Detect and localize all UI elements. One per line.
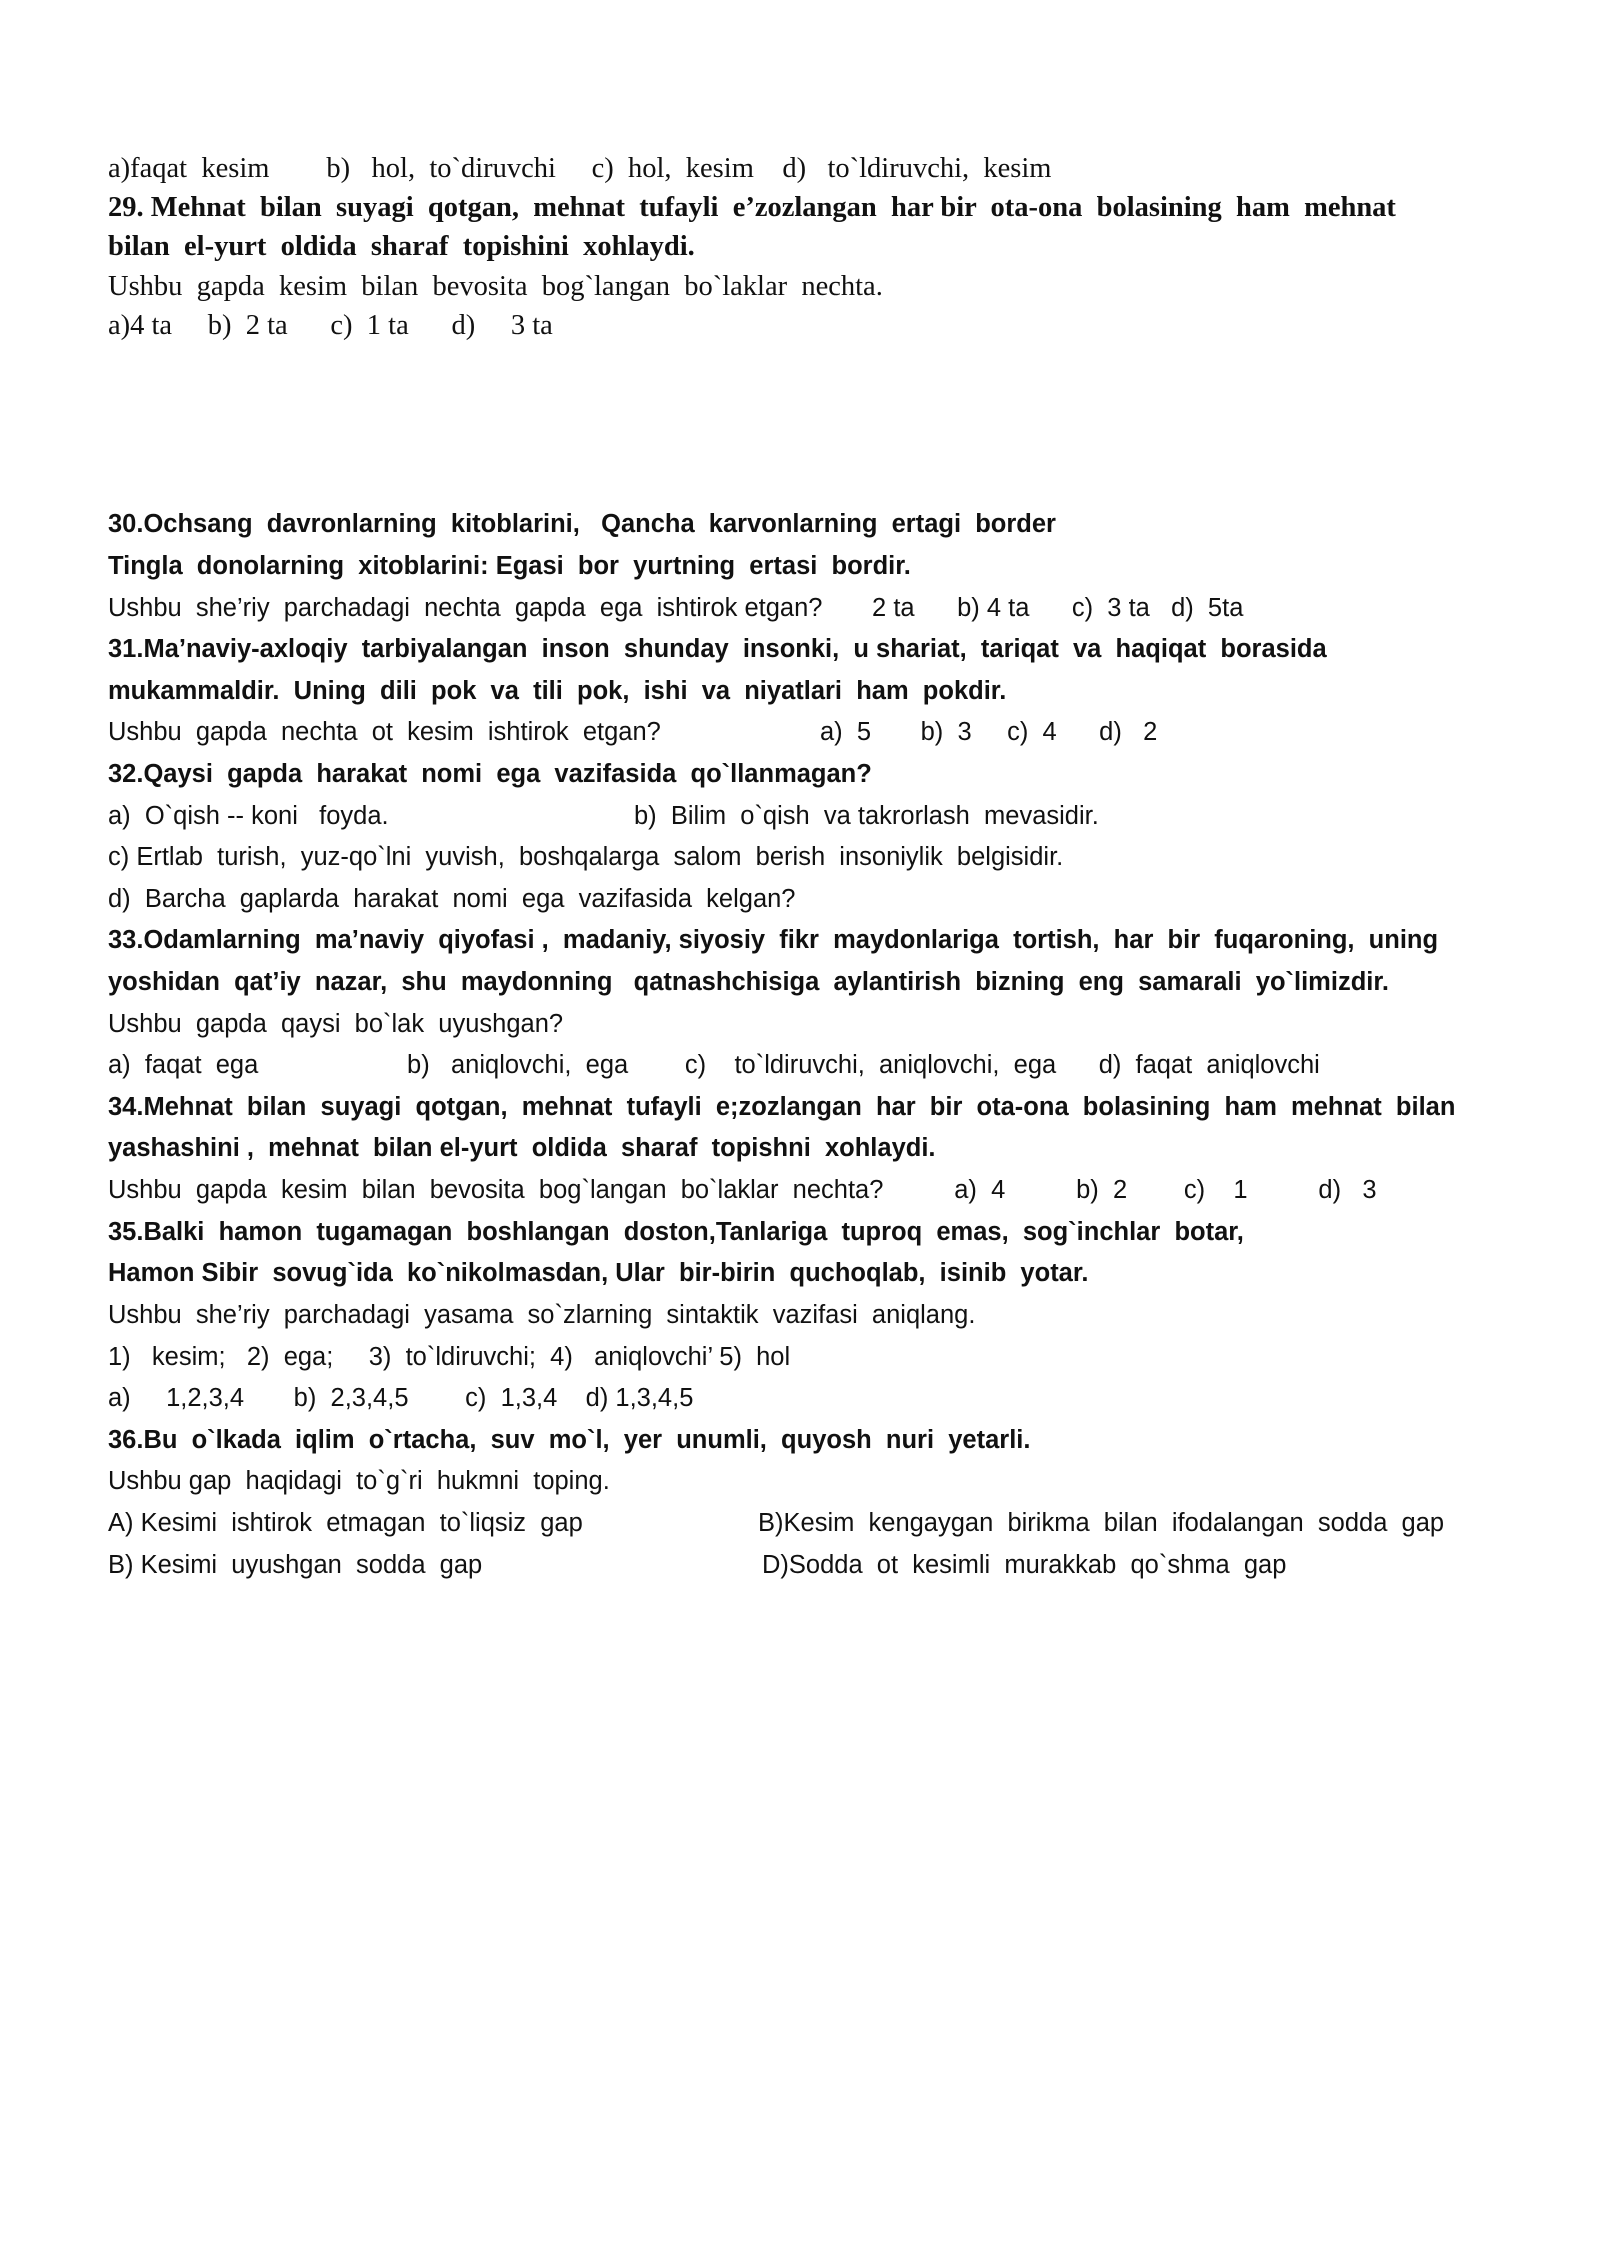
q31-options: a) 5 b) 3 c) 4 d) 2 bbox=[820, 718, 1158, 746]
q34-title-line1: 34.Mehnat bilan suyagi qotgan, mehnat tufayli e;zozlangan har bir ota-ona bolasining ham mehnat bilan bbox=[108, 1093, 1456, 1121]
q32-title: 32.Qaysi gapda harakat nomi ega vazifasida qo`llanmagan? bbox=[108, 760, 872, 788]
q34-title-line2: yashashini , mehnat bilan el-yurt oldida sharaf topishni xohlaydi. bbox=[108, 1134, 936, 1162]
q36-question: Ushbu gap haqidagi to`g`ri hukmni toping. bbox=[108, 1467, 610, 1495]
q36-option-a: A) Kesimi ishtirok etmagan to`liqsiz gap bbox=[108, 1509, 583, 1537]
q29-title-line1: 29. Mehnat bilan suyagi qotgan, mehnat tufayli e’zozlangan har bir ota-ona bolasining ham mehnat bbox=[108, 192, 1396, 223]
q32-option-b: b) Bilim o`qish va takrorlash mevasidir. bbox=[634, 802, 1099, 830]
q36-option-b2: B) Kesimi uyushgan sodda gap bbox=[108, 1551, 483, 1579]
q29-options: a)4 ta b) 2 ta c) 1 ta d) 3 ta bbox=[108, 310, 553, 341]
q33-title-line2: yoshidan qat’iy nazar, shu maydonning qatnashchisiga aylantirish bizning eng samarali yo`limizdir. bbox=[108, 968, 1389, 996]
q30-title-line2: Tingla donolarning xitoblarini: Egasi bor yurtning ertasi bordir. bbox=[108, 552, 911, 580]
q29-question: Ushbu gapda kesim bilan bevosita bog`langan bo`laklar nechta. bbox=[108, 271, 883, 302]
q36-option-d: D)Sodda ot kesimli murakkab qo`shma gap bbox=[762, 1551, 1287, 1579]
q30-question: Ushbu she’riy parchadagi nechta gapda ega ishtirok etgan? 2 ta b) 4 ta c) 3 ta d) 5ta bbox=[108, 594, 1244, 622]
q33-question: Ushbu gapda qaysi bo`lak uyushgan? bbox=[108, 1010, 564, 1038]
q32-option-d: d) Barcha gaplarda harakat nomi ega vazifasida kelgan? bbox=[108, 885, 796, 913]
q31-title-line2: mukammaldir. Uning dili pok va tili pok, ishi va niyatlari ham pokdir. bbox=[108, 677, 1007, 705]
q35-question: Ushbu she’riy parchadagi yasama so`zlarning sintaktik vazifasi aniqlang. bbox=[108, 1301, 976, 1329]
q33-options: a) faqat ega b) aniqlovchi, ega c) to`ldiruvchi, aniqlovchi, ega d) faqat aniqlovchi bbox=[108, 1051, 1320, 1079]
q32-option-a: a) O`qish -- koni foyda. bbox=[108, 802, 389, 830]
q35-choices: 1) kesim; 2) ega; 3) to`ldiruvchi; 4) aniqlovchi’ 5) hol bbox=[108, 1343, 791, 1371]
q36-title: 36.Bu o`lkada iqlim o`rtacha, suv mo`l, yer unumli, quyosh nuri yetarli. bbox=[108, 1426, 1031, 1454]
q34-question: Ushbu gapda kesim bilan bevosita bog`langan bo`laklar nechta? a) 4 b) 2 c) 1 d) 3 bbox=[108, 1176, 1377, 1204]
q35-options: a) 1,2,3,4 b) 2,3,4,5 c) 1,3,4 d) 1,3,4,5 bbox=[108, 1384, 694, 1412]
q32-option-c: c) Ertlab turish, yuz-qo`lni yuvish, boshqalarga salom berish insoniylik belgisidir. bbox=[108, 843, 1064, 871]
q28-options: a)faqat kesim b) hol, to`diruvchi c) hol, kesim d) to`ldiruvchi, kesim bbox=[108, 153, 1052, 184]
q29-title-line2: bilan el-yurt oldida sharaf topishini xohlaydi. bbox=[108, 231, 695, 262]
q31-question: Ushbu gapda nechta ot kesim ishtirok etgan? bbox=[108, 718, 661, 746]
q30-title-line1: 30.Ochsang davronlarning kitoblarini, Qancha karvonlarning ertagi border bbox=[108, 510, 1056, 538]
q36-option-b1: B)Kesim kengaygan birikma bilan ifodalangan sodda gap bbox=[758, 1509, 1445, 1537]
q31-title-line1: 31.Ma’naviy-axloqiy tarbiyalangan inson shunday insonki, u shariat, tariqat va haqiqat borasida bbox=[108, 635, 1327, 663]
q33-title-line1: 33.Odamlarning ma’naviy qiyofasi , madaniy, siyosiy fikr maydonlariga tortish, har bir fuqaroning, uning bbox=[108, 926, 1439, 954]
q35-title-line2: Hamon Sibir sovug`ida ko`nikolmasdan, Ular bir-birin quchoqlab, isinib yotar. bbox=[108, 1259, 1089, 1287]
q35-title-line1: 35.Balki hamon tugamagan boshlangan doston,Tanlariga tuproq emas, sog`inchlar botar, bbox=[108, 1218, 1244, 1246]
